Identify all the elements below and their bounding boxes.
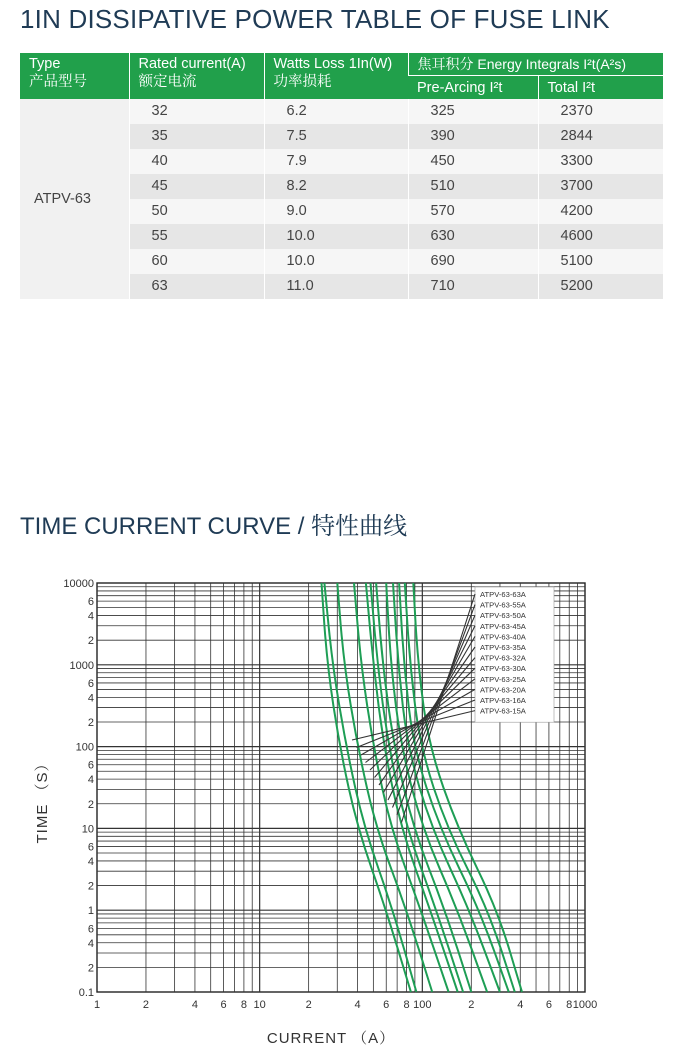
table-row [20,99,663,124]
rated-cell: 60 [129,249,264,274]
x-tick-label: 2 [305,999,312,1011]
x-tick-label: 1 [93,999,101,1011]
pre-arcing-cell: 450 [408,149,538,174]
table-title: 1IN DISSIPATIVE POWER TABLE OF FUSE LINK [20,4,610,34]
legend-label: ATPV-63-25A [480,674,526,684]
legend-label: ATPV-63-40A [480,632,526,642]
y-tick-label: 10 [81,823,94,836]
y-tick-label: 2 [87,962,94,975]
y-tick-label: 10000 [63,578,94,590]
x-tick-label: 2 [142,999,150,1011]
y-tick-label: 6 [87,677,94,690]
y-tick-label: 6 [87,923,94,936]
header-rated-current [129,53,264,99]
rated-cell: 40 [129,149,264,174]
header-pre-arcing: Pre-Arcing I²t [408,76,538,100]
legend-label: ATPV-63-16A [480,696,526,705]
header-watts-loss [264,53,408,99]
x-tick-label: 4 [354,999,361,1011]
y-tick-label: 6 [87,596,94,609]
watts-cell: 7.5 [264,124,408,149]
y-tick-label: 1 [87,905,94,918]
curve-title: TIME CURRENT CURVE / 特性曲线 [20,513,408,540]
legend-label: ATPV-63-30A [480,664,526,674]
header-type-en: Type [29,56,61,72]
pre-arcing-cell: 390 [408,124,538,149]
y-tick-label: 4 [87,774,94,787]
header-energy-integrals: 焦耳积分 Energy Integrals I²t(A²s) [408,53,663,76]
y-tick-label: 2 [87,880,94,893]
y-tick-label: 4 [87,937,94,950]
x-tick-label: 6 [220,999,227,1011]
watts-cell: 7.9 [264,149,408,174]
pre-arcing-cell: 630 [408,224,538,249]
rated-cell: 63 [129,274,264,299]
legend-label: ATPV-63-35A [480,643,526,652]
header-type [20,53,129,99]
pre-arcing-cell: 690 [408,249,538,274]
type-cell: ATPV-63 [20,99,129,299]
y-tick-label: 6 [87,841,94,854]
x-tick-label: 8 [403,999,410,1011]
rated-cell: 50 [129,199,264,224]
total-cell: 5200 [538,274,663,299]
legend-label: ATPV-63-45A [480,621,526,631]
header-rated-en: Rated current(A) [138,56,246,72]
y-tick-label: 6 [87,759,94,772]
total-cell: 2844 [538,124,663,149]
x-tick-label: 100 [413,999,432,1011]
rated-cell: 55 [129,224,264,249]
dissipative-power-table [20,53,663,299]
legend-label: ATPV-63-55A [480,600,526,610]
header-rated-cn: 额定电流 [138,74,197,90]
total-cell: 3300 [538,149,663,174]
total-cell: 4600 [538,224,663,249]
pre-arcing-cell: 710 [408,274,538,299]
y-tick-label: 4 [87,610,94,623]
watts-cell: 9.0 [264,199,408,224]
header-type-cn: 产品型号 [29,74,87,90]
header-watts-en: Watts Loss 1In(W) [273,56,393,72]
time-current-chart [0,560,683,1057]
y-tick-label: 0.1 [78,987,94,999]
total-cell: 2370 [538,99,663,124]
y-tick-label: 1000 [69,659,94,672]
x-tick-label: 4 [191,999,198,1011]
legend-label: ATPV-63-20A [480,685,526,695]
pre-arcing-cell: 570 [408,199,538,224]
x-axis-label: CURRENT （A） [266,1030,396,1047]
total-cell: 3700 [538,174,663,199]
x-tick-label: 8 [240,999,247,1011]
pre-arcing-cell: 510 [408,174,538,199]
x-tick-label: 8 [566,999,573,1011]
watts-cell: 10.0 [264,224,408,249]
total-cell: 4200 [538,199,663,224]
x-tick-label: 1000 [572,999,598,1011]
y-tick-label: 4 [87,855,94,868]
pre-arcing-cell: 325 [408,99,538,124]
y-axis-label: TIME （S） [34,755,51,844]
total-cell: 5100 [538,249,663,274]
rated-cell: 45 [129,174,264,199]
y-tick-label: 2 [87,635,94,648]
y-tick-label: 4 [87,692,94,705]
y-tick-label: 2 [87,716,94,729]
y-tick-label: 2 [87,798,94,811]
y-tick-label: 100 [75,741,94,754]
header-total: Total I²t [538,76,663,100]
legend-label: ATPV-63-15A [480,706,526,716]
watts-cell: 8.2 [264,174,408,199]
x-tick-label: 2 [468,999,475,1011]
rated-cell: 32 [129,99,264,124]
watts-cell: 6.2 [264,99,408,124]
x-tick-label: 6 [383,999,390,1011]
x-tick-label: 10 [253,999,266,1011]
rated-cell: 35 [129,124,264,149]
legend-label: ATPV-63-50A [480,611,526,621]
watts-cell: 10.0 [264,249,408,274]
watts-cell: 11.0 [264,274,408,299]
header-watts-cn: 功率损耗 [273,74,332,90]
legend-label: ATPV-63-63A [480,590,526,599]
x-tick-label: 6 [545,999,552,1011]
x-tick-label: 4 [517,999,524,1011]
legend-label: ATPV-63-32A [480,653,526,663]
